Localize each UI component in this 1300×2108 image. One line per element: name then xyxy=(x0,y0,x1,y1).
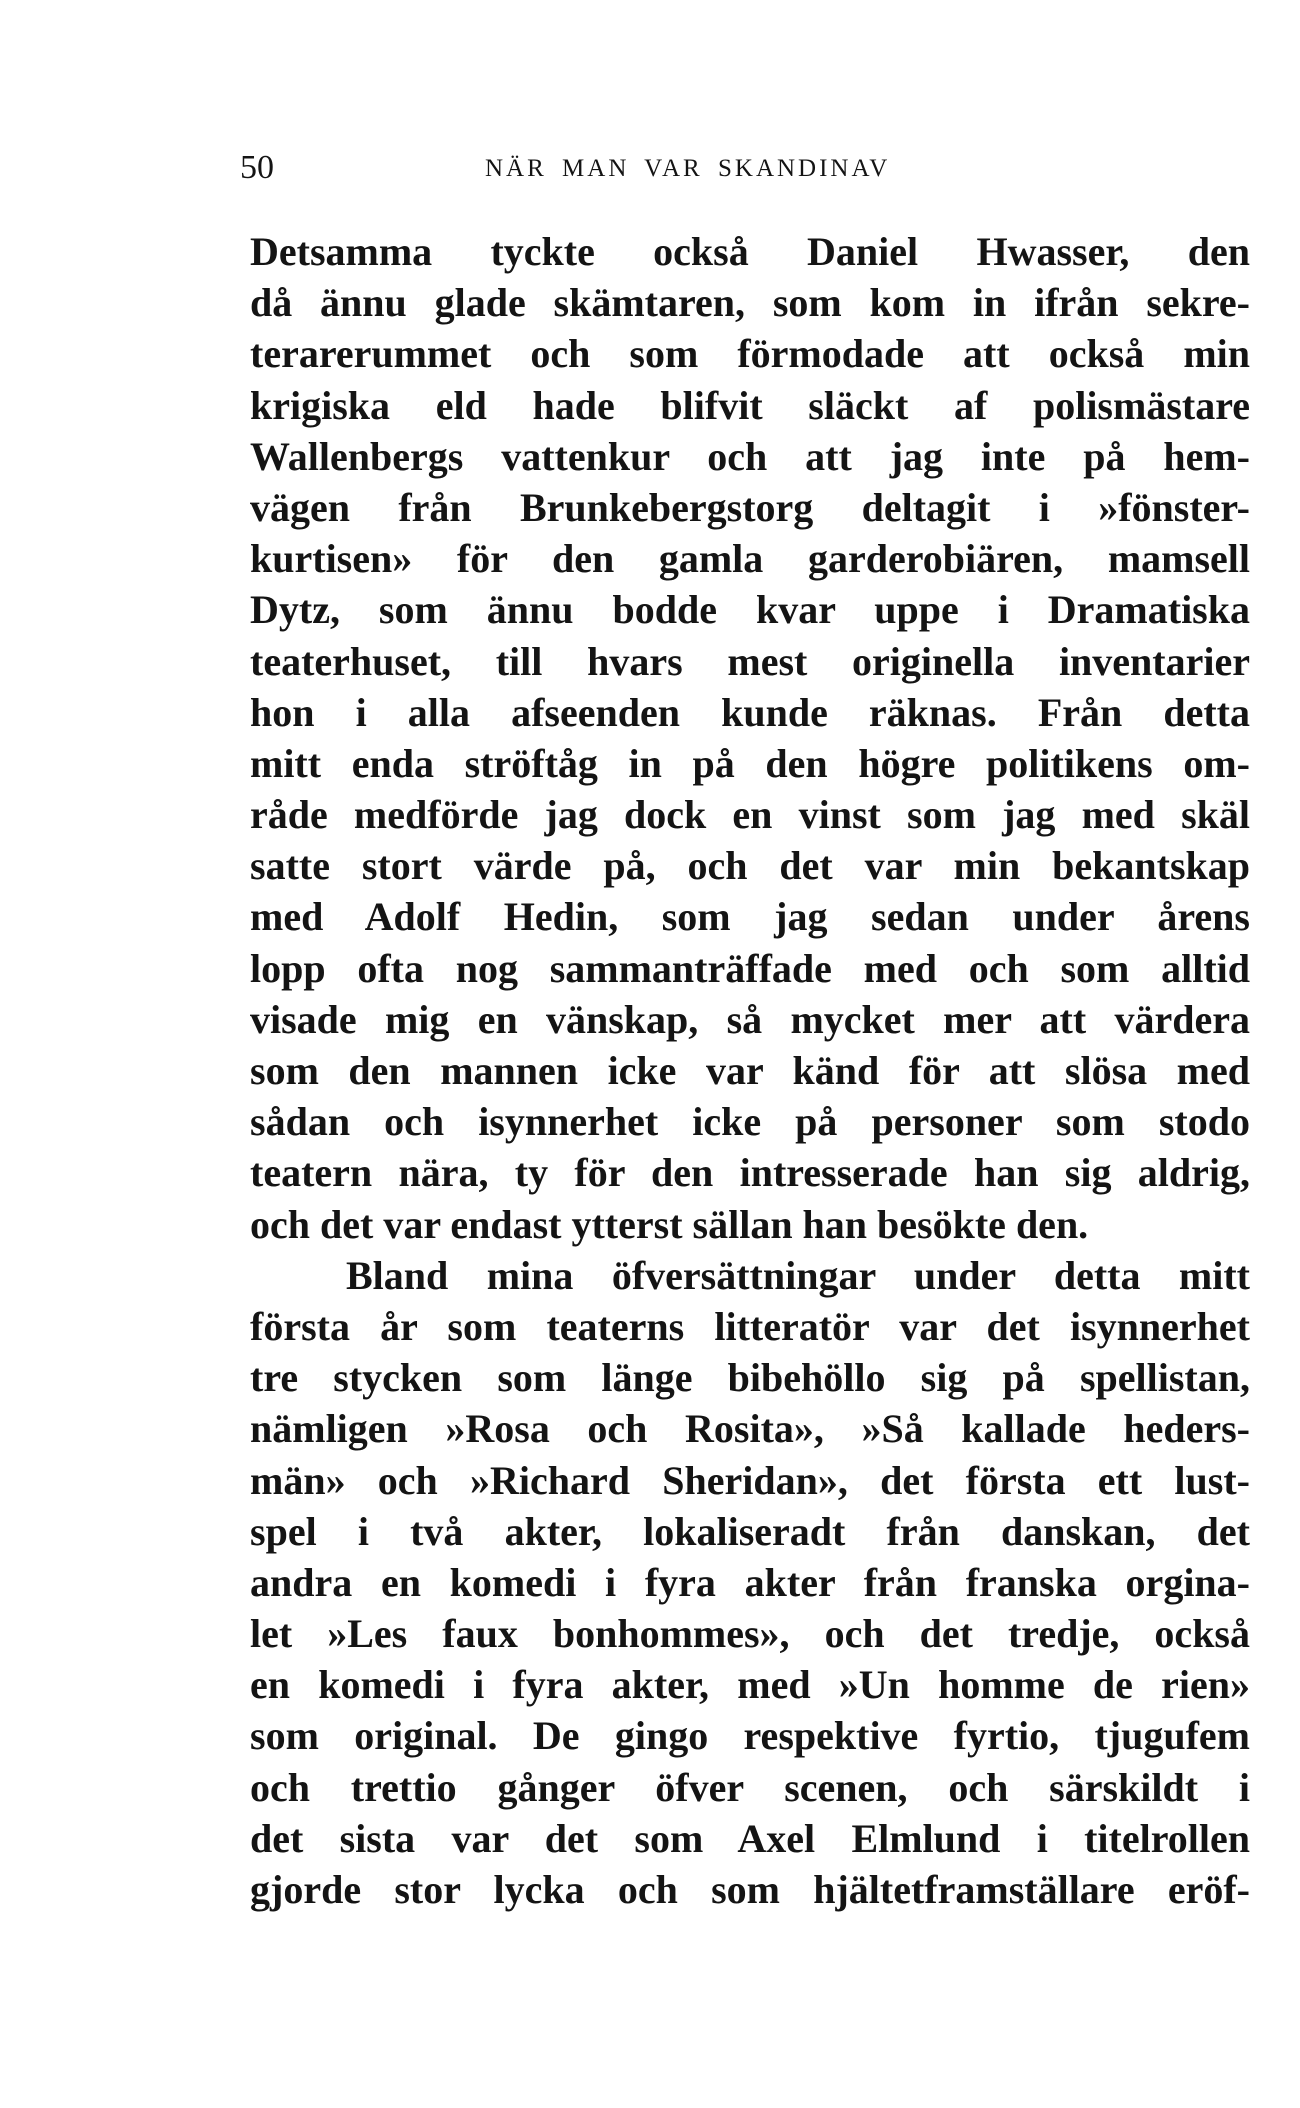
text-line: det sista var det som Axel Elmlund i titelrollen xyxy=(250,1815,1250,1861)
text-line: let »Les faux bonhommes», och det tredje, också xyxy=(250,1611,1250,1657)
text-line: och trettio gånger öfver scenen, och särskildt i xyxy=(250,1764,1250,1810)
text-line: lopp ofta nog sammanträffade med och som alltid xyxy=(250,945,1250,991)
text-line: vägen från Brunkebergstorg deltagit i »fönster- xyxy=(250,484,1250,530)
text-line: satte stort värde på, och det var min bekantskap xyxy=(250,843,1250,889)
text-line: kurtisen» för den gamla garderobiären, mamsell xyxy=(250,536,1250,582)
text-line: med Adolf Hedin, som jag sedan under årens xyxy=(250,894,1250,940)
text-line: Dytz, som ännu bodde kvar uppe i Dramatiska xyxy=(250,587,1250,633)
text-line: hon i alla afseenden kunde räknas. Från detta xyxy=(250,689,1250,735)
text-line: mitt enda ströftåg in på den högre politikens om- xyxy=(250,740,1250,786)
text-line: som den mannen icke var känd för att slösa med xyxy=(250,1048,1250,1093)
text-line: visade mig en vänskap, så mycket mer att värdera xyxy=(250,996,1250,1042)
text-line: spel i två akter, lokaliseradt från danskan, det xyxy=(250,1508,1250,1554)
text-line: en komedi i fyra akter, med »Un homme de rien» xyxy=(250,1662,1250,1708)
text-line: första år som teaterns litteratör var det isynnerhet xyxy=(250,1303,1250,1349)
text-line: andra en komedi i fyra akter från franska orgina- xyxy=(250,1559,1250,1605)
text-line: sådan och isynnerhet icke på personer som stodo xyxy=(250,1099,1250,1145)
text-line: krigiska eld hade blifvit släckt af polismästare xyxy=(250,382,1250,428)
text-line: då ännu glade skämtaren, som kom in ifrån sekre- xyxy=(250,280,1250,326)
page-number: 50 xyxy=(240,149,274,186)
text-line: Detsamma tyckte också Daniel Hwasser, den xyxy=(250,229,1250,274)
text-line: nämligen »Rosa och Rosita», »Så kallade heders- xyxy=(250,1406,1250,1452)
text-line-paragraph-start: Bland mina öfversättningar under detta mitt xyxy=(346,1252,1250,1298)
text-line: män» och »Richard Sheridan», det första ett lust- xyxy=(250,1457,1250,1503)
page-header xyxy=(240,148,1060,188)
text-line: teaterhuset, till hvars mest originella inventarier xyxy=(250,638,1250,684)
text-line: terarerummet och som förmodade att också min xyxy=(250,331,1250,377)
text-line: teatern nära, ty för den intresserade han sig aldrig, xyxy=(250,1150,1250,1196)
body-text xyxy=(250,226,1250,1915)
text-line: Wallenbergs vattenkur och att jag inte på hem- xyxy=(250,433,1250,479)
text-line: tre stycken som länge bibehöllo sig på spellistan, xyxy=(250,1355,1250,1401)
text-line: råde medförde jag dock en vinst som jag med skäl xyxy=(250,792,1250,838)
text-line: gjorde stor lycka och som hjältetframställare eröf- xyxy=(250,1867,1250,1912)
running-title: NÄR MAN VAR SKANDINAV xyxy=(485,155,891,182)
text-line: som original. De gingo respektive fyrtio, tjugufem xyxy=(250,1713,1250,1759)
text-line-paragraph-end: och det var endast ytterst sällan han besökte den. xyxy=(250,1201,1089,1247)
